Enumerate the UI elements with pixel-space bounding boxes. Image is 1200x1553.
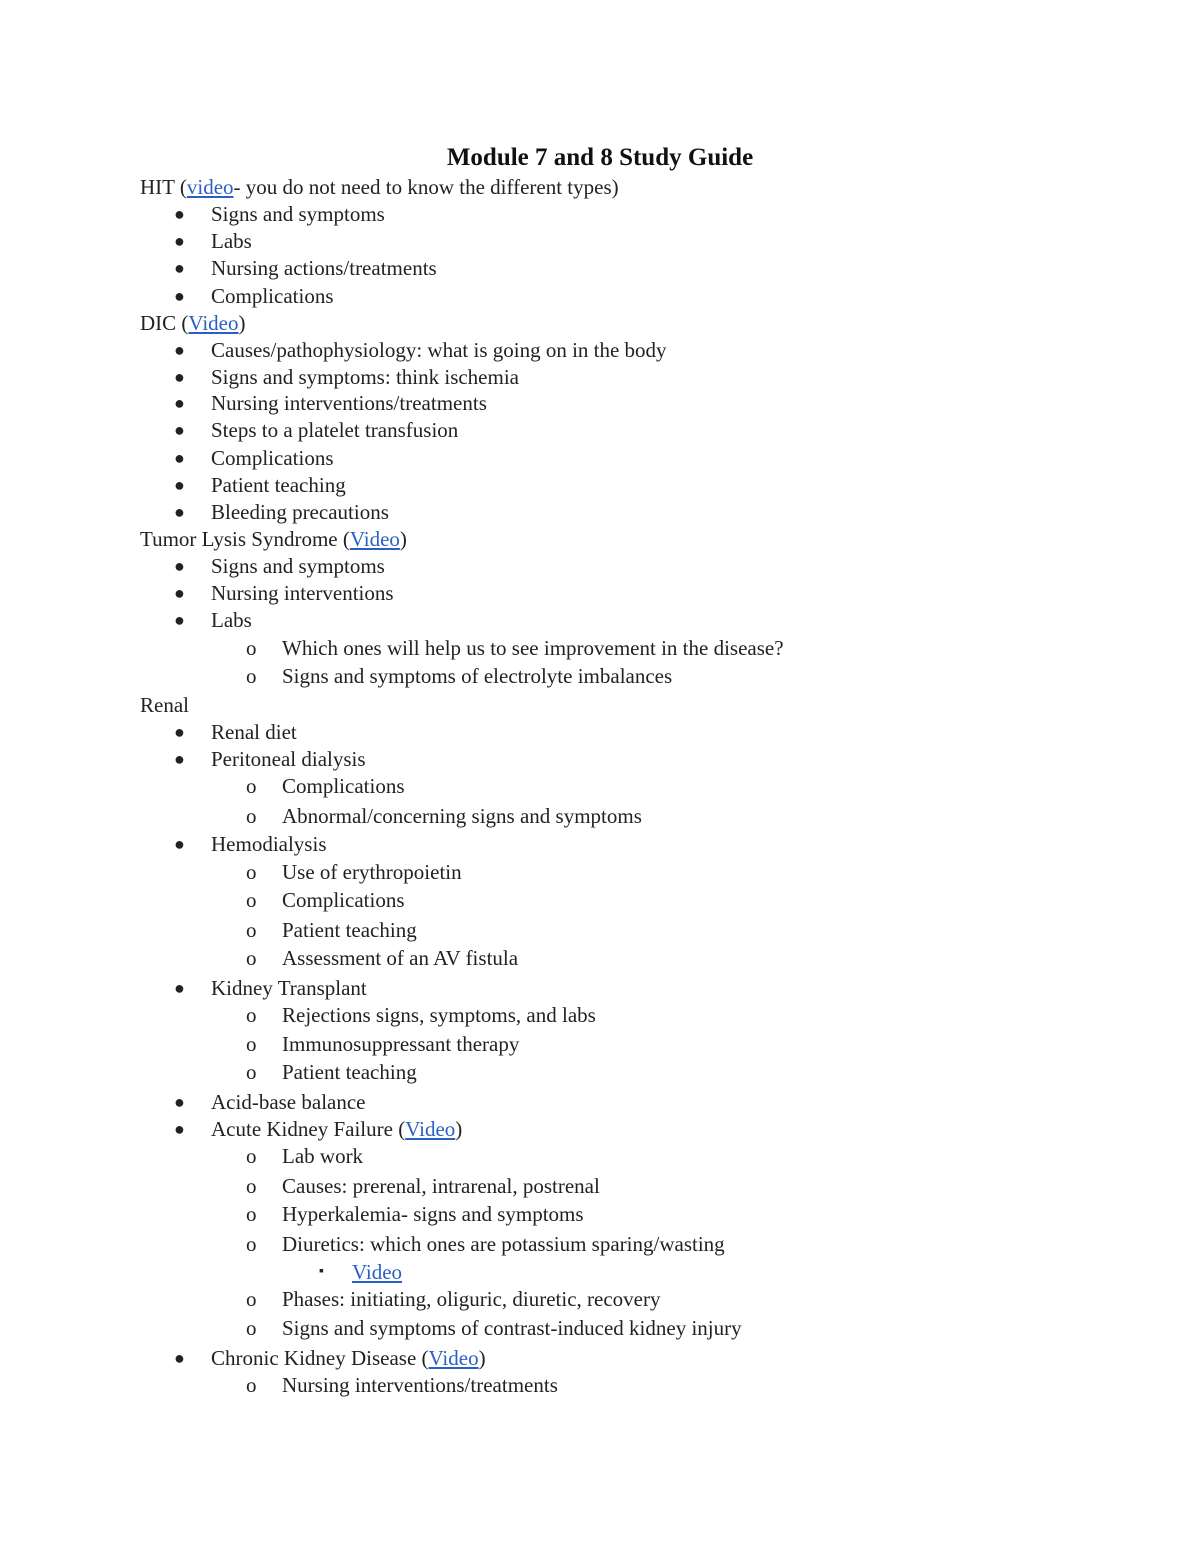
list-item: ● Kidney Transplant — [174, 976, 367, 1000]
list-item: ● Patient teaching — [174, 473, 346, 497]
section-heading-dic: DIC (Video) — [140, 311, 246, 335]
list-item: ● Renal diet — [174, 720, 297, 744]
sub-list-item: o Complications — [246, 774, 405, 798]
bullet-icon: ● — [174, 340, 185, 360]
circle-bullet-icon: o — [246, 946, 257, 970]
circle-bullet-icon: o — [246, 1373, 257, 1397]
list-item: ● Acid-base balance — [174, 1090, 366, 1114]
bullet-icon: ● — [174, 749, 185, 769]
section-heading-hit: HIT (video- you do not need to know the different types) — [140, 175, 619, 199]
bullet-icon: ● — [174, 610, 185, 630]
sub-list-item: o Lab work — [246, 1144, 364, 1168]
sub-list-item: o Immunosuppressant therapy — [246, 1032, 520, 1056]
list-item: ● Nursing interventions/treatments — [174, 391, 487, 415]
bullet-icon: ● — [174, 722, 185, 742]
circle-bullet-icon: o — [246, 1144, 257, 1168]
bullet-icon: ● — [174, 448, 185, 468]
circle-bullet-icon: o — [246, 1202, 257, 1226]
bullet-icon: ● — [174, 1092, 185, 1112]
bullet-icon: ● — [174, 204, 185, 224]
ckd-video-link[interactable]: Video — [428, 1346, 479, 1370]
list-item: ● Bleeding precautions — [174, 500, 389, 524]
circle-bullet-icon: o — [246, 774, 257, 798]
bullet-icon: ● — [174, 367, 185, 387]
list-item: ● Hemodialysis — [174, 832, 327, 856]
bullet-icon: ● — [174, 502, 185, 522]
circle-bullet-icon: o — [246, 860, 257, 884]
bullet-icon: ● — [174, 1348, 185, 1368]
sub-list-item: o Diuretics: which ones are potassium sparing/wasting — [246, 1232, 725, 1256]
hit-video-link[interactable]: video — [186, 175, 234, 199]
section-heading-tls: Tumor Lysis Syndrome (Video) — [140, 527, 407, 551]
list-item: ● Steps to a platelet transfusion — [174, 418, 459, 442]
bullet-icon: ● — [174, 286, 185, 306]
diuretics-video-link[interactable]: Video — [352, 1260, 403, 1284]
bullet-icon: ● — [174, 1119, 185, 1139]
list-item: ● Chronic Kidney Disease (Video) — [174, 1346, 486, 1370]
circle-bullet-icon: o — [246, 918, 257, 942]
bullet-icon: ● — [174, 231, 185, 251]
circle-bullet-icon: o — [246, 636, 257, 660]
list-item: ● Causes/pathophysiology: what is going on in the body — [174, 338, 667, 362]
circle-bullet-icon: o — [246, 1174, 257, 1198]
bullet-icon: ● — [174, 834, 185, 854]
bullet-icon: ● — [174, 258, 185, 278]
sub-list-item: o Abnormal/concerning signs and symptoms — [246, 804, 642, 828]
list-item: ● Acute Kidney Failure (Video) — [174, 1117, 463, 1141]
bullet-icon: ● — [174, 583, 185, 603]
list-item: ● Nursing actions/treatments — [174, 256, 437, 280]
tls-video-link[interactable]: Video — [349, 527, 400, 551]
sub-list-item: o Rejections signs, symptoms, and labs — [246, 1003, 596, 1027]
list-item: ● Nursing interventions — [174, 581, 394, 605]
page-title: Module 7 and 8 Study Guide — [446, 144, 754, 171]
circle-bullet-icon: o — [246, 1232, 257, 1256]
circle-bullet-icon: o — [246, 1060, 257, 1084]
akf-video-link[interactable]: Video — [405, 1117, 456, 1141]
sub-list-item: o Assessment of an AV fistula — [246, 946, 519, 970]
list-item: ● Peritoneal dialysis — [174, 747, 366, 771]
bullet-icon: ● — [174, 420, 185, 440]
bullet-icon: ● — [174, 393, 185, 413]
sub-sub-list-item — [319, 1259, 403, 1285]
circle-bullet-icon: o — [246, 664, 257, 688]
list-item: ● Complications — [174, 284, 334, 308]
dic-video-link[interactable]: Video — [188, 311, 239, 335]
list-item: ● Signs and symptoms — [174, 554, 385, 578]
sub-list-item: o Hyperkalemia- signs and symptoms — [246, 1202, 584, 1226]
circle-bullet-icon: o — [246, 1287, 257, 1311]
sub-list-item: o Nursing interventions/treatments — [246, 1373, 558, 1397]
bullet-icon: ● — [174, 475, 185, 495]
section-heading-renal: Renal — [140, 693, 189, 717]
sub-list-item: o Patient teaching — [246, 1060, 417, 1084]
circle-bullet-icon: o — [246, 1032, 257, 1056]
sub-list-item: o Phases: initiating, oliguric, diuretic, recovery — [246, 1287, 661, 1311]
circle-bullet-icon: o — [246, 1316, 257, 1340]
bullet-icon: ● — [174, 978, 185, 998]
sub-list-item: o Which ones will help us to see improvement in the disease? — [246, 636, 784, 660]
circle-bullet-icon: o — [246, 1003, 257, 1027]
list-item: ● Labs — [174, 229, 252, 253]
sub-list-item: o Patient teaching — [246, 918, 417, 942]
sub-list-item: o Signs and symptoms of contrast-induced kidney injury — [246, 1316, 742, 1340]
sub-list-item: o Complications — [246, 888, 405, 912]
sub-list-item: o Signs and symptoms of electrolyte imbalances — [246, 664, 673, 688]
list-item: ● Labs — [174, 608, 252, 632]
circle-bullet-icon: o — [246, 888, 257, 912]
square-bullet-icon: ▪ — [319, 1264, 324, 1279]
list-item: ● Complications — [174, 446, 334, 470]
sub-list-item: o Use of erythropoietin — [246, 860, 462, 884]
list-item: ● Signs and symptoms: think ischemia — [174, 365, 519, 389]
list-item: ● Signs and symptoms — [174, 202, 385, 226]
bullet-icon: ● — [174, 556, 185, 576]
circle-bullet-icon: o — [246, 804, 257, 828]
sub-list-item: o Causes: prerenal, intrarenal, postrenal — [246, 1174, 600, 1198]
